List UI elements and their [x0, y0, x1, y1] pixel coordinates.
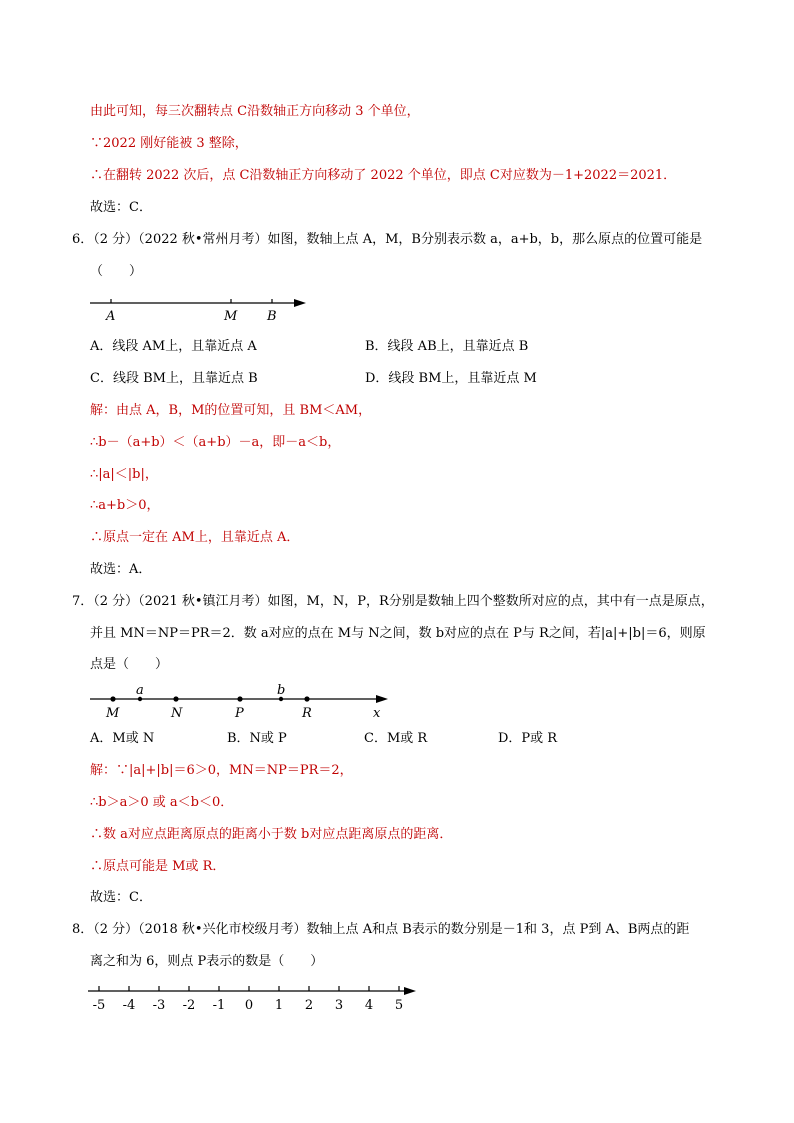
question-8-stem: 8．（2 分）（2018 秋•兴化市校级月考）数轴上点 A和点 B表示的数分别是－1和 3，点 P到 A、B两点的距: [72, 922, 690, 937]
answer-line: 故选：C．: [90, 890, 152, 905]
option-c: C．线段 BM上，且靠近点 B: [90, 371, 258, 386]
q7-number-line: [88, 683, 398, 721]
axis-label-p: P: [235, 706, 244, 721]
axis-label-a: A: [106, 309, 116, 324]
axis-tick-label: -3: [152, 998, 166, 1013]
solution-line: 由此可知，每三次翻转点 C沿数轴正方向移动 3 个单位，: [90, 104, 420, 119]
axis-label-n: N: [171, 706, 183, 721]
answer-line: 故选：A．: [90, 562, 152, 577]
axis-tick-label: 0: [244, 998, 254, 1013]
solution-line: ∴原点一定在 AM上，且靠近点 A．: [90, 530, 300, 545]
solution-line: ∴在翻转 2022 次后，点 C沿数轴正方向移动了 2022 个单位，即点 C对应数为－1+2022＝2021．: [90, 168, 677, 183]
solution-line: ∴原点可能是 M或 R．: [90, 859, 226, 874]
solution-line: ∴数 a对应点距离原点的距离小于数 b对应点距离原点的距离．: [90, 827, 453, 842]
question-7-stem-cont: 并且 MN＝NP＝PR＝2．数 a对应的点在 M与 N之间，数 b对应的点在 P与 R之间，若|a|+|b|＝6，则原: [90, 626, 706, 641]
q8-number-line: [86, 980, 426, 1014]
option-a: A．线段 AM上，且靠近点 A: [90, 339, 257, 354]
option-b: B．线段 AB上，且靠近点 B: [365, 339, 529, 354]
solution-line: ∴b－（a+b）＜（a+b）－a，即－a＜b，: [90, 435, 341, 450]
option-b: B．N或 P: [227, 731, 287, 746]
axis-label-b: B: [267, 309, 277, 324]
q6-number-line: [88, 292, 318, 328]
axis-above-a: a: [136, 683, 144, 698]
option-a: A．M或 N: [90, 731, 155, 746]
axis-label-m: M: [224, 309, 238, 324]
axis-tick-label: -4: [122, 998, 136, 1013]
axis-tick-label: 5: [394, 998, 404, 1013]
option-d: D．P或 R: [498, 731, 558, 746]
axis-tick-label: 3: [334, 998, 344, 1013]
question-7-stem: 7．（2 分）（2021 秋•镇江月考）如图，M，N，P，R分别是数轴上四个整数所对应的点，其中有一点是原点，: [72, 594, 714, 609]
solution-line: 解：∵|a|+|b|＝6＞0，MN＝NP＝PR＝2，: [90, 763, 353, 778]
axis-tick-label: -2: [182, 998, 196, 1013]
answer-line: 故选：C．: [90, 200, 152, 215]
solution-line: 解：由点 A，B，M的位置可知，且 BM＜AM，: [90, 403, 372, 418]
axis-tick-label: 2: [304, 998, 314, 1013]
question-7-stem-cont: 点是（ ）: [90, 657, 169, 672]
option-d: D．线段 BM上，且靠近点 M: [365, 371, 537, 386]
axis-label-m: M: [106, 706, 120, 721]
question-6-stem-cont: （ ）: [90, 264, 143, 279]
axis-tick-label: -5: [92, 998, 106, 1013]
solution-line: ∴|a|＜|b|，: [90, 467, 158, 482]
solution-line: ∴a+b＞0，: [90, 498, 160, 513]
axis-above-b: b: [277, 683, 286, 698]
axis-label-r: R: [302, 706, 312, 721]
axis-tick-label: 4: [364, 998, 374, 1013]
axis-label-x: x: [373, 706, 381, 721]
axis-tick-label: -1: [212, 998, 226, 1013]
solution-line: ∵2022 刚好能被 3 整除，: [90, 136, 248, 151]
axis-tick-label: 1: [274, 998, 284, 1013]
question-6-stem: 6．（2 分）（2022 秋•常州月考）如图，数轴上点 A，M，B分别表示数 a，a+b，b，那么原点的位置可能是: [72, 232, 703, 247]
question-8-stem-cont: 离之和为 6，则点 P表示的数是（ ）: [90, 954, 324, 969]
solution-line: ∴b＞a＞0 或 a＜b＜0．: [90, 795, 234, 810]
option-c: C．M或 R: [364, 731, 428, 746]
